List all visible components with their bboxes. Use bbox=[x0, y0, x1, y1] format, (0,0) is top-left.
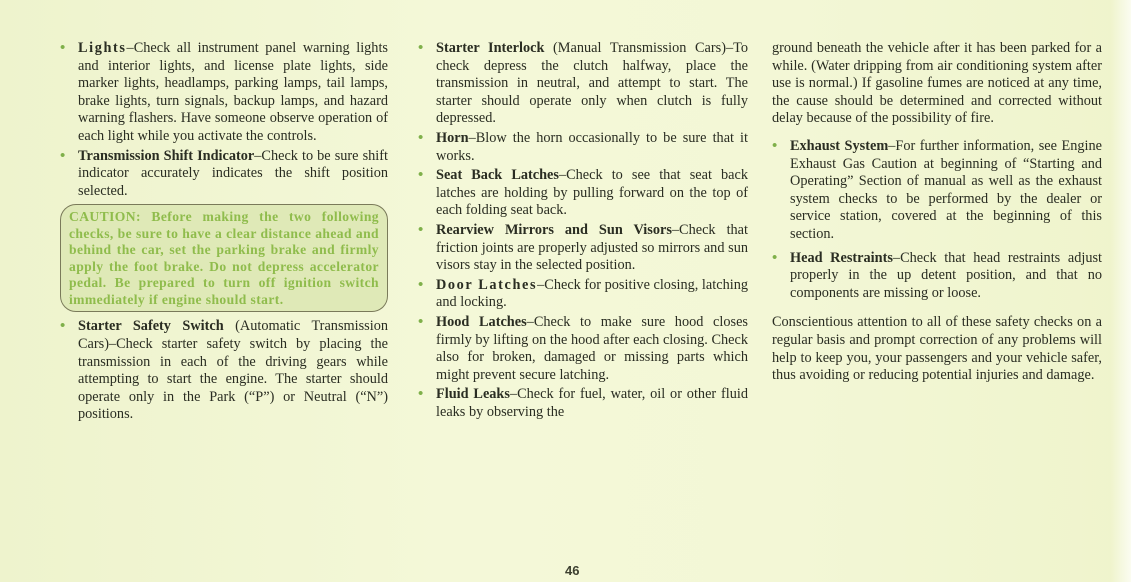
continuation-paragraph: ground beneath the vehicle after it has been parked for a while. (Water dripping from air conditioning system after use is normal.) If gasoline fumes are noticed at any time, the cause should be determined and corrected without delay because of the possibility of fire. bbox=[772, 40, 1102, 127]
item-text: –Check to see that seat back latches are holding by pulling forward on the top of each folding seat back. bbox=[436, 167, 748, 219]
item-text: –Check for fuel, water, oil or other fluid leaks by observing the bbox=[436, 386, 748, 420]
item-text: –Check to be sure shift indicator accurately indicates the shift position selected. bbox=[78, 147, 388, 199]
list-item-starter-interlock bbox=[418, 40, 748, 128]
item-text: –Check that friction joints are properly adjusted so mirrors and sun visors stay in the selected position. bbox=[436, 221, 749, 274]
list-item-hood-latches bbox=[418, 314, 748, 384]
item-text: –Blow the horn occasionally to be sure that it works. bbox=[436, 129, 748, 164]
list-item-exhaust-system bbox=[772, 138, 1102, 244]
item-text: –Check all instrument panel warning lights and interior lights, and license plate lights, side marker lights, headlamps, parking lamps, tail lamps, brake lights, turn signals, backup lamps, and hazard warning flashers. Have someone observe operation of each light while you activate the controls. bbox=[78, 40, 388, 144]
list-item-head-restraints bbox=[772, 250, 1102, 303]
item-term: Starter Interlock bbox=[436, 40, 545, 56]
bullet-icon: • bbox=[772, 249, 778, 266]
list-item-fluid-leaks bbox=[418, 386, 748, 421]
list-item-starter-safety-switch bbox=[60, 318, 388, 424]
bullet-icon: • bbox=[418, 221, 424, 238]
bullet-icon: • bbox=[60, 147, 66, 164]
item-text: –For further information, see Engine Exhaust Gas Caution at beginning of “Starting and Operating” Section of manual as well as the exhaust system checks to be performed by the dealer or service station, covered at the beginning of this section. bbox=[790, 137, 1102, 242]
item-text: –Check that head restraints adjust properly in the up detent position, and that no components are missing or loose. bbox=[790, 249, 1102, 301]
caution-box: CAUTION: Before making the two following checks, be sure to have a clear distance ahead and behind the car, set the parking brake and firmly apply the foot brake. Do not depress accelerator pedal. Be prepared to turn off ignition switch immediately if engine should start. bbox=[60, 204, 388, 312]
list-item-horn bbox=[418, 130, 748, 165]
page-edge bbox=[1111, 0, 1131, 582]
item-term: Starter Safety Switch bbox=[78, 318, 224, 335]
bullet-icon: • bbox=[418, 40, 424, 56]
bullet-icon: • bbox=[418, 386, 424, 403]
item-term: Door Latches bbox=[436, 276, 538, 293]
column-right bbox=[772, 40, 1102, 385]
list-item-seat-back-latches bbox=[418, 167, 748, 220]
item-term: Head Restraints bbox=[790, 249, 893, 266]
item-term: Horn bbox=[436, 129, 469, 146]
item-term: Transmission Shift Indicator bbox=[78, 147, 255, 164]
bullet-icon: • bbox=[60, 40, 66, 56]
item-text: (Manual Transmission Cars)–To check depress the clutch halfway, place the transmission in neutral, and attempt to start. The starter should operate only when clutch is fully depressed. bbox=[436, 40, 749, 127]
column-middle bbox=[418, 40, 748, 423]
list-item-transmission-shift-indicator bbox=[60, 148, 388, 201]
item-term: Lights bbox=[78, 40, 127, 56]
item-text: (Automatic Transmission Cars)–Check starter safety switch by placing the transmission in each of the driving gears while attempting to start the engine. The starter should operate only in the Park (“P”) or Neutral (“N”) positions. bbox=[78, 318, 388, 423]
bullet-icon: • bbox=[418, 313, 424, 330]
item-term: Rearview Mirrors and Sun Visors bbox=[436, 221, 672, 238]
item-term: Seat Back Latches bbox=[436, 167, 559, 184]
list-item-lights bbox=[60, 40, 388, 146]
bullet-icon: • bbox=[418, 129, 424, 146]
closing-paragraph: Conscientious attention to all of these safety checks on a regular basis and prompt correction of any problems will help to keep you, your passengers and your vehicle safer, thus avoiding or reducing potential injuries and damage. bbox=[772, 314, 1102, 384]
list-item-rearview-mirrors bbox=[418, 222, 748, 275]
item-text: –Check to make sure hood closes firmly by lifting on the hood after each closing. Check also for broken, damaged or missing parts which might prevent secure latching. bbox=[436, 313, 748, 383]
list-item-door-latches bbox=[418, 277, 748, 312]
item-term: Fluid Leaks bbox=[436, 386, 510, 403]
item-term: Hood Latches bbox=[436, 313, 527, 330]
item-text: –Check for positive closing, latching and locking. bbox=[436, 276, 748, 311]
column-left bbox=[60, 40, 388, 426]
page-number: 46 bbox=[565, 563, 580, 578]
bullet-icon: • bbox=[772, 137, 778, 154]
bullet-icon: • bbox=[418, 167, 424, 184]
bullet-icon: • bbox=[418, 276, 424, 293]
item-term: Exhaust System bbox=[790, 137, 889, 154]
bullet-icon: • bbox=[60, 318, 66, 335]
